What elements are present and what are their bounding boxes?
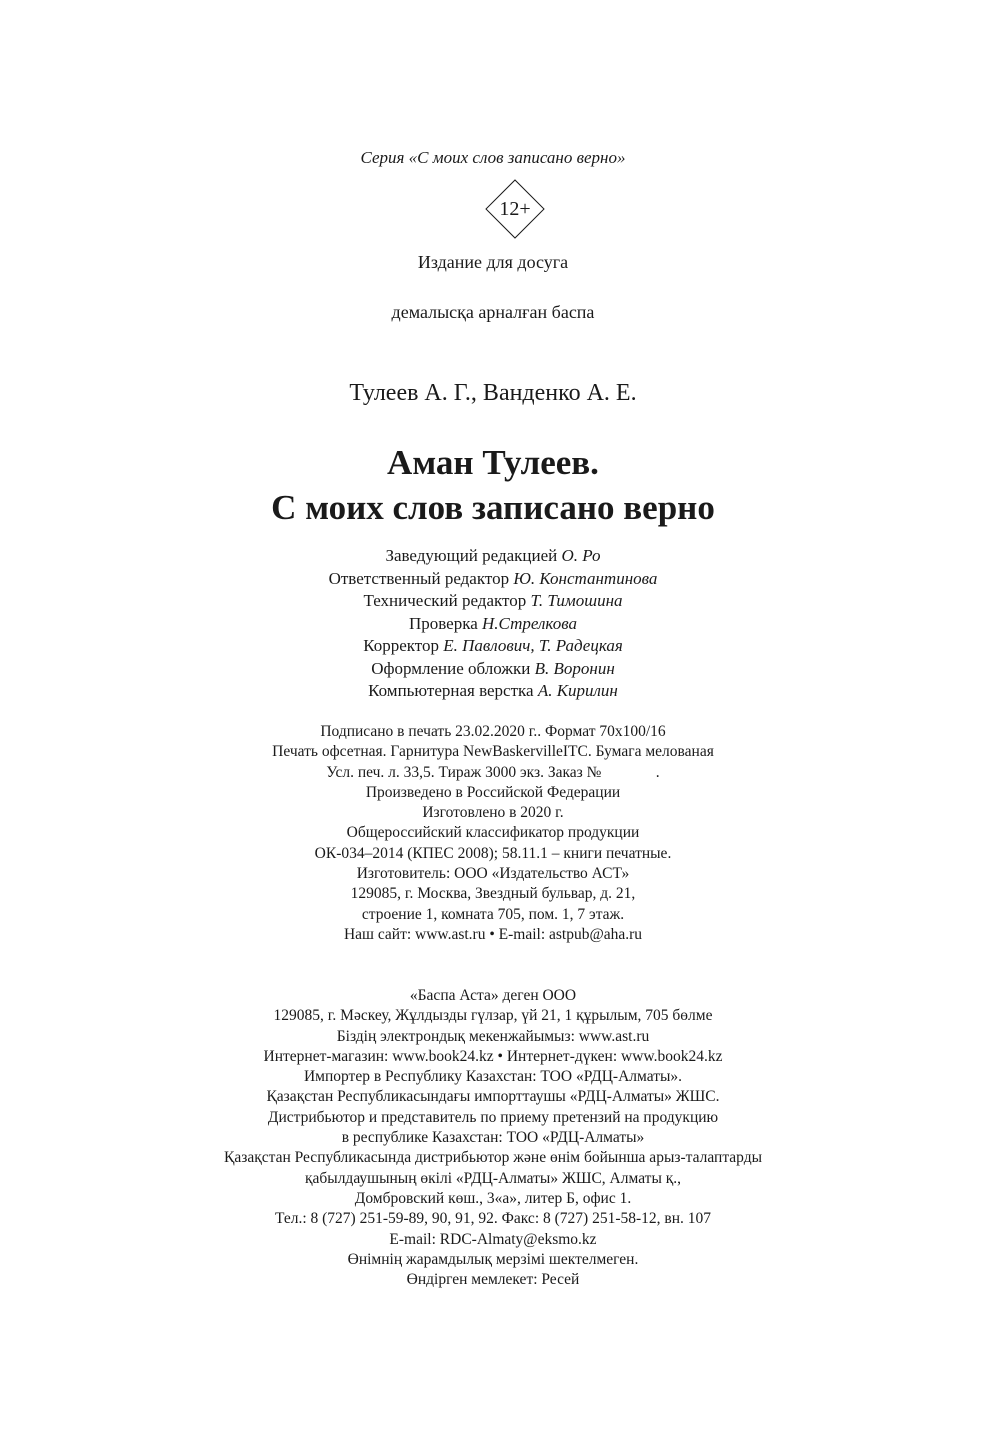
print-info-line: Общероссийский классификатор продукции <box>346 824 640 842</box>
kz-info-line: Домбровский көш., 3«а», литер Б, офис 1. <box>354 1189 632 1207</box>
credit-name: Н.Стрелкова <box>482 613 578 633</box>
credit-role: Проверка <box>408 613 478 633</box>
credit-role: Заведующий редакцией <box>385 546 558 565</box>
credit-row <box>0 680 986 703</box>
print-info-line: 129085, г. Москва, Звездный бульвар, д. 21, <box>350 885 636 903</box>
credit-row <box>0 635 986 658</box>
print-info-block <box>0 722 986 945</box>
credit-role: Компьютерная верстка <box>368 681 534 700</box>
credit-name: Т. Тимошина <box>530 591 623 610</box>
book-title-line-2: С моих слов записано верно <box>271 488 715 527</box>
print-info-line: Печать офсетная. Гарнитура NewBaskervilleITC. Бумага мелованая <box>272 743 714 761</box>
print-info-line: строение 1, комната 705, пом. 1, 7 этаж. <box>361 905 625 923</box>
print-info-line: Произведено в Российской Федерации <box>365 783 621 801</box>
series-title: Серия «С моих слов записано верно» <box>360 148 626 167</box>
age-rating-label: 12+ <box>499 198 531 220</box>
print-info-line: ОК-034–2014 (КПЕС 2008); 58.11.1 – книги печатные. <box>314 844 672 862</box>
kz-info-line: Қазақстан Республикасында дистрибьютор және өнім бойынша арыз-талаптарды <box>223 1149 763 1167</box>
print-info-line: Усл. печ. л. 33,5. Тираж 3000 экз. Заказ № . <box>326 763 660 781</box>
kz-info-line: Тел.: 8 (727) 251-59-89, 90, 91, 92. Факс: 8 (727) 251-58-12, вн. 107 <box>274 1210 712 1228</box>
kz-info-line: «Баспа Аста» деген ООО <box>409 987 577 1004</box>
age-rating-badge <box>485 179 545 239</box>
credit-name: Е. Павлович, Т. Радецкая <box>443 636 623 655</box>
kz-info-line: Дистрибьютор и представитель по приему претензий на продукцию <box>267 1108 719 1126</box>
credit-role: Технический редактор <box>363 591 527 610</box>
kz-info-line: қабылдаушының өкілі «РДЦ-Алматы» ЖШС, Алматы қ., <box>304 1169 682 1187</box>
leisure-edition-kz: демалысқа арналған баспа <box>391 302 595 322</box>
kz-info-line: Өндірген мемлекет: Ресей <box>406 1271 580 1289</box>
editorial-credits <box>0 545 986 703</box>
print-info-line: Изготовитель: ООО «Издательство АСТ» <box>356 865 630 883</box>
credit-row <box>0 613 986 636</box>
leisure-edition-ru: Издание для досуга <box>417 252 569 272</box>
kz-info-line: 129085, г. Мәскеу, Жұлдызды гүлзар, үй 21, 1 құрылым, 705 бөлме <box>273 1007 713 1025</box>
kz-info-line: Қазақстан Республикасындағы импорттаушы «РДЦ-Алматы» ЖШС. <box>266 1088 720 1106</box>
kz-info-line: Импортер в Республику Казахстан: ТОО «РДЦ-Алматы». <box>303 1068 683 1086</box>
credit-name: Ю. Константинова <box>513 568 658 588</box>
credit-row <box>0 568 986 591</box>
book-authors: Тулеев А. Г., Ванденко А. Е. <box>349 380 637 406</box>
credit-row <box>0 590 986 613</box>
credit-role: Ответственный редактор <box>328 568 510 588</box>
kz-info-line: E-mail: RDC-Almaty@eksmo.kz <box>389 1230 597 1248</box>
credit-row <box>0 658 986 681</box>
kz-info-line: Біздің электрондық мекенжайымыз: www.ast.ru <box>336 1027 650 1045</box>
kazakhstan-info-block <box>0 986 986 1290</box>
kz-info-line: Өнімнің жарамдылық мерзімі шектелмеген. <box>347 1250 639 1268</box>
kz-info-line: Интернет-магазин: www.book24.kz • Интернет-дүкен: www.book24.kz <box>263 1047 723 1065</box>
credit-name: В. Воронин <box>534 658 615 678</box>
book-title-line-1: Аман Тулеев. <box>387 443 599 482</box>
print-info-line: Изготовлено в 2020 г. <box>422 804 564 822</box>
credit-name: О. Ро <box>561 546 601 565</box>
kz-info-line: в республике Казахстан: ТОО «РДЦ-Алматы» <box>341 1129 645 1147</box>
print-info-line: Наш сайт: www.ast.ru • E-mail: astpub@aha.ru <box>343 925 643 943</box>
credit-name: А. Кирилин <box>537 681 618 700</box>
print-info-line: Подписано в печать 23.02.2020 г.. Формат 70x100/16 <box>320 723 666 740</box>
credit-role: Корректор <box>363 636 439 655</box>
credit-role: Оформление обложки <box>371 658 531 678</box>
credit-row <box>0 545 986 568</box>
